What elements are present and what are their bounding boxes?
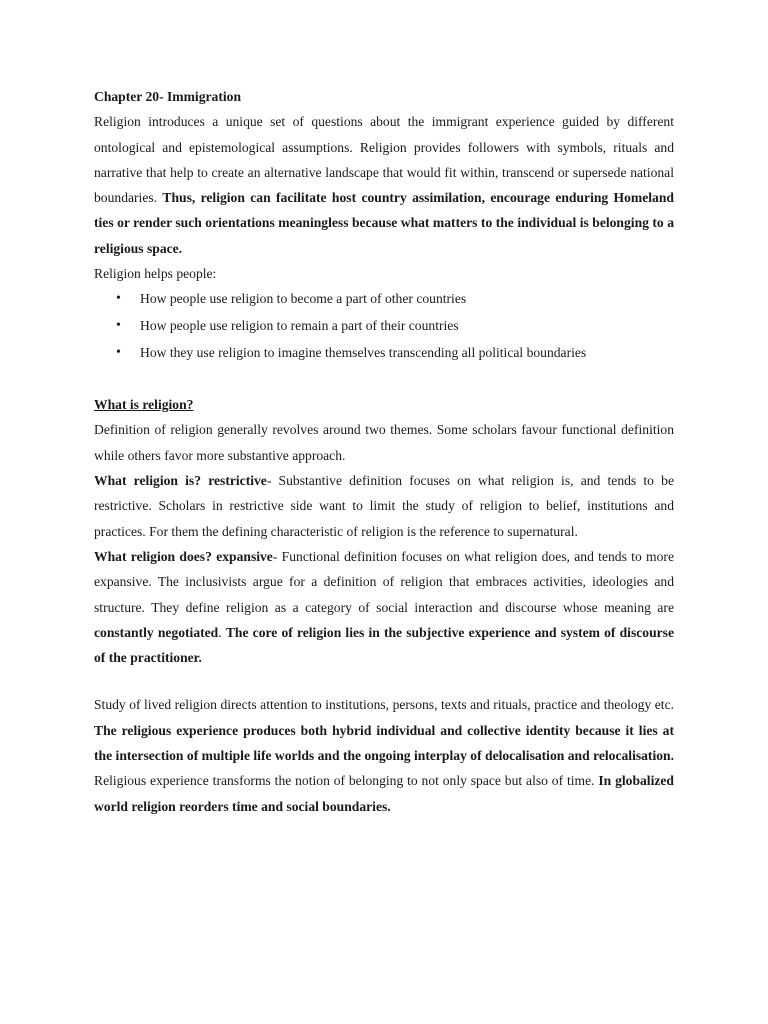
spacer <box>94 366 674 392</box>
lived-bold: The religious experience produces both hybrid individual and collective identity because it lies at the intersection of multiple life worlds and the ongoing interplay of delocalisation and relocalisation. <box>94 722 674 764</box>
section-heading: What is religion? <box>94 397 194 413</box>
list-item: • How people use religion to become a part of other countries <box>94 286 674 313</box>
list-item: • How they use religion to imagine themselves transcending all political boundaries <box>94 340 674 367</box>
intro-text: Religion introduces a unique set of questions about the immigrant experience guided by different ontological and epistemological assumptions. Religion provides followers with symbols, rituals and narrative that help to create an alternative landscape that would fit within, transcend or supersede national boundaries. <box>94 114 674 206</box>
expansive-bold-core: The core of religion lies in the subjective experience and system of discourse of the practitioner. <box>94 624 674 666</box>
list-item: • How people use religion to remain a part of their countries <box>94 313 674 340</box>
restrictive-paragraph <box>94 468 674 544</box>
expansive-bold-negotiated: constantly negotiated <box>94 624 219 640</box>
restrictive-text: - Substantive definition focuses on what religion is, and tends to be restrictive. Scholars in restrictive side want to limit the study of religion to belief, institutions and practices. For them the defining characteristic of religion is the reference to supernatural. <box>94 473 674 539</box>
definition-paragraph: Definition of religion generally revolves around two themes. Some scholars favour functional definition while others favor more substantive approach. <box>94 422 674 463</box>
expansive-text-2: . <box>218 624 226 640</box>
expansive-paragraph <box>94 544 674 670</box>
expansive-label: What religion does? expansive <box>94 548 273 564</box>
chapter-title: Chapter 20- Immigration <box>94 89 242 104</box>
restrictive-label: What religion is? restrictive <box>94 473 267 489</box>
bullet-list <box>94 286 674 366</box>
spacer <box>94 670 674 692</box>
lived-text: Study of lived religion directs attention to institutions, persons, texts and rituals, practice and theology etc. <box>94 697 674 713</box>
lived-text-2: Religious experience transforms the notion of belonging to not only space but also of time. <box>94 773 599 789</box>
lived-religion-paragraph <box>94 692 674 818</box>
helps-label: Religion helps people: <box>94 266 217 282</box>
intro-bold: Thus, religion can facilitate host country assimilation, encourage enduring Homeland ties or render such orientations meaningless because what matters to the individual is belonging to a religious space. <box>94 190 674 256</box>
document-page <box>94 84 674 819</box>
lived-bold-2: In globalized world religion reorders time and social boundaries. <box>94 773 674 814</box>
expansive-text: - Functional definition focuses on what religion does, and tends to more expansive. The inclusivists argue for a definition of religion that embraces activities, ideologies and structure. They define religion as a category of social interaction and discourse whose meaning are <box>94 548 674 615</box>
intro-paragraph <box>94 109 674 261</box>
